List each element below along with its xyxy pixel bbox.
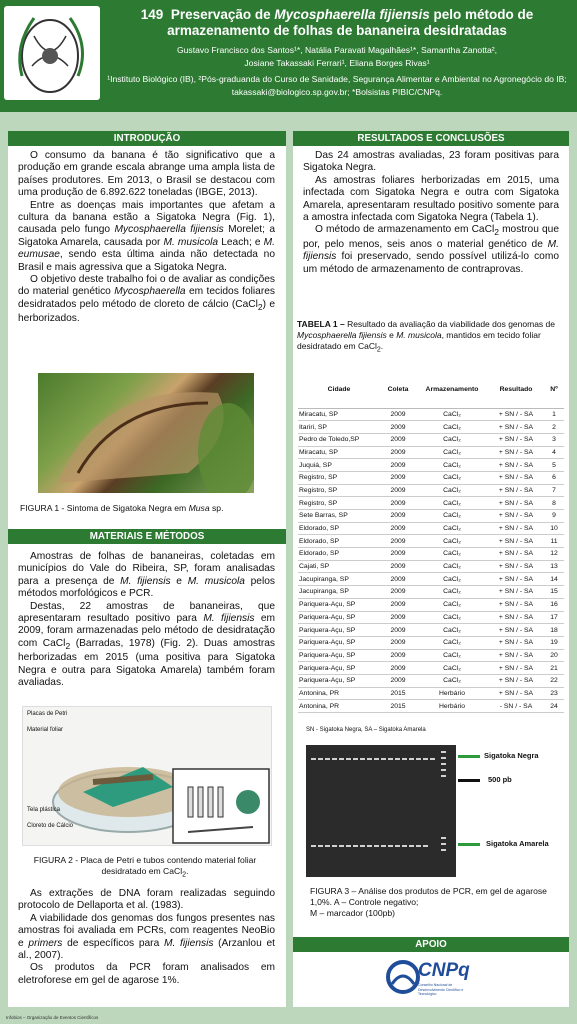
table-cell: CaCl₂ xyxy=(416,446,488,459)
table-cell: 2015 xyxy=(380,700,416,713)
intro-p3: O objetivo deste trabalho foi o de avaliar as condições do material genético Mycosphaerella em tecidos foliares desidratados pelo método de cloreto de cálcio (CaCl$_2$) e herborizados. xyxy=(18,274,276,325)
poster-header xyxy=(0,0,577,112)
table-row xyxy=(298,548,564,561)
table-cell: 13 xyxy=(544,560,564,573)
table-cell: + SN / - SA xyxy=(488,687,544,700)
table-cell: 2009 xyxy=(380,586,416,599)
results-table xyxy=(298,372,564,713)
table-cell: + SN / - SA xyxy=(488,649,544,662)
table-cell: + SN / - SA xyxy=(488,497,544,510)
intro-heading: INTRODUÇÃO xyxy=(8,131,286,146)
table-cell: Herbário xyxy=(416,687,488,700)
table-cell: Jacupiranga, SP xyxy=(298,573,380,586)
table-cell: Pariquera-Açu, SP xyxy=(298,624,380,637)
table-cell: Pariquera-Açu, SP xyxy=(298,674,380,687)
col-numero: Nº xyxy=(544,372,564,408)
col-armazenamento: Armazenamento xyxy=(416,372,488,408)
gel-image xyxy=(306,745,456,877)
results-p2: As amostras foliares herborizadas em 2015, uma infectada com Sigatoka Negra e outra com Sigatoka Amarela, apresentaram resultado positivo somente para a amostra infectada com Sigatoka Negra (Tabela 1). xyxy=(303,174,559,224)
table-cell: CaCl₂ xyxy=(416,408,488,421)
table-note: SN - Sigatoka Negra, SA – Sigatoka Amarela xyxy=(306,727,426,733)
table-row xyxy=(298,662,564,675)
table-cell: + SN / - SA xyxy=(488,636,544,649)
table-cell: + SN / - SA xyxy=(488,560,544,573)
table-cell: 6 xyxy=(544,471,564,484)
table-cell: 24 xyxy=(544,700,564,713)
table-cell: 10 xyxy=(544,522,564,535)
table-cell: 2009 xyxy=(380,471,416,484)
petri-dish-photo xyxy=(22,706,272,846)
table-cell: Herbário xyxy=(416,700,488,713)
table-cell: CaCl₂ xyxy=(416,535,488,548)
footer-credit: Infobios – Organização de Eventos Científicos xyxy=(6,1015,99,1020)
intro-p2: Entre as doenças mais importantes que afetam a cultura da banana estão a Sigatoka Negra (Fig. 1), causada pelo fungo Mycosphaerella fijiensis Morelet; a Sigatoka Amarela, causada por M. musicola Leach; e M. eumusae, sendo esta última ainda não detectada no Brasil e mais agressiva que a Sigatoka Negra. xyxy=(18,199,275,273)
petri-label-2: Material foliar xyxy=(27,727,64,733)
table-cell: Antonina, PR xyxy=(298,700,380,713)
table-cell: Pariquera-Açu, SP xyxy=(298,598,380,611)
table-row xyxy=(298,573,564,586)
arrow-sigatoka-amarela xyxy=(458,843,480,846)
figure2-caption: FIGURA 2 - Placa de Petri e tubos contendo material foliar desidratado em CaCl$_2$. xyxy=(33,855,257,879)
petri-label-1: Placas de Petri xyxy=(27,711,68,717)
table-cell: CaCl₂ xyxy=(416,510,488,523)
methods-text-2 xyxy=(18,888,275,987)
col-cidade: Cidade xyxy=(298,372,380,408)
table-row xyxy=(298,624,564,637)
table-cell: CaCl₂ xyxy=(416,484,488,497)
table-cell: CaCl₂ xyxy=(416,674,488,687)
table-caption: TABELA 1 – Resultado da avaliação da viabilidade dos genomas de Mycosphaerella fijiensis e M. musicola, mantidos em tecido foliar desidratado em CaCl$_2$. xyxy=(297,319,555,354)
table-cell: + SN / - SA xyxy=(488,611,544,624)
table-cell: Pariquera-Açu, SP xyxy=(298,649,380,662)
table-cell: CaCl₂ xyxy=(416,497,488,510)
table-cell: 2009 xyxy=(380,674,416,687)
table-cell: Sete Barras, SP xyxy=(298,510,380,523)
table-cell: Registro, SP xyxy=(298,497,380,510)
table-row xyxy=(298,700,564,713)
author-list: Gustavo Francisco dos Santos¹*, Natália Paravati Magalhães¹*, Samantha Zanotta², Josiane Takassaki Ferrari¹, Eliana Borges Rivas¹ xyxy=(176,45,498,68)
table-cell: 19 xyxy=(544,636,564,649)
col-resultado: Resultado xyxy=(488,372,544,408)
gel-label-500pb: 500 pb xyxy=(488,775,512,784)
table-cell: Cajati, SP xyxy=(298,560,380,573)
table-cell: 17 xyxy=(544,611,564,624)
col-coleta: Coleta xyxy=(380,372,416,408)
table-cell: 2 xyxy=(544,421,564,434)
table-cell: + SN / - SA xyxy=(488,421,544,434)
table-row xyxy=(298,636,564,649)
table-cell: Pariquera-Açu, SP xyxy=(298,662,380,675)
table-cell: CaCl₂ xyxy=(416,662,488,675)
table-cell: 20 xyxy=(544,649,564,662)
table-cell: + SN / - SA xyxy=(488,586,544,599)
table-cell: 2015 xyxy=(380,687,416,700)
methods-p2: Destas, 22 amostras de bananeiras, que apresentaram resultado positivo para M. fijiensis em 2009, foram armazenadas pelo método de desidratação com CaCl$_2$ (Barradas, 1978) (Fig. 2). Duas amostras herborizadas em 2015 (uma positiva para Sigatoka Negra e outra para Sigatoka Amarela) também foram avaliadas. xyxy=(18,600,275,689)
petri-label-4: Cloreto de Cálcio xyxy=(27,823,74,829)
table-cell: 2009 xyxy=(380,408,416,421)
table-cell: 23 xyxy=(544,687,564,700)
table-cell: CaCl₂ xyxy=(416,548,488,561)
table-cell: + SN / - SA xyxy=(488,510,544,523)
methods-p3: As extrações de DNA foram realizadas seguindo protocolo de Dellaporta et al. (1983). xyxy=(18,888,275,912)
gel-label-negra: Sigatoka Negra xyxy=(484,751,539,760)
table-row xyxy=(298,522,564,535)
results-p1: Das 24 amostras avaliadas, 23 foram positivas para Sigatoka Negra. xyxy=(303,150,559,174)
figure3-caption: FIGURA 3 – Análise dos produtos de PCR, em gel de agarose 1,0%. A – Controle negativo; M – marcador (100pb) xyxy=(310,886,547,918)
table-cell: CaCl₂ xyxy=(416,459,488,472)
table-row xyxy=(298,649,564,662)
affiliations: ¹Instituto Biológico (IB), ²Pós-graduanda do Curso de Sanidade, Segurança Alimentar e Ambiental no Agronegócio do IB; takassaki@biologico.sp.gov.br; *Bolsistas PIBIC/CNPq. xyxy=(107,74,567,97)
table-cell: Pariquera-Açu, SP xyxy=(298,611,380,624)
table-cell: + SN / - SA xyxy=(488,573,544,586)
table-cell: - SN / - SA xyxy=(488,700,544,713)
table-cell: + SN / - SA xyxy=(488,433,544,446)
table-row xyxy=(298,446,564,459)
table-row xyxy=(298,433,564,446)
cnpq-logo xyxy=(386,958,476,998)
table-cell: Eldorado, SP xyxy=(298,522,380,535)
table-row xyxy=(298,560,564,573)
table-cell: Registro, SP xyxy=(298,484,380,497)
table-cell: CaCl₂ xyxy=(416,433,488,446)
table-cell: + SN / - SA xyxy=(488,446,544,459)
table-row xyxy=(298,510,564,523)
methods-p5: Os produtos da PCR foram analisados em eletroforese em gel de agarose 1%. xyxy=(18,962,275,986)
table-cell: + SN / - SA xyxy=(488,408,544,421)
methods-heading: MATERIAIS E MÉTODOS xyxy=(8,529,286,544)
table-cell: + SN / - SA xyxy=(488,662,544,675)
table-cell: 2009 xyxy=(380,662,416,675)
intro-text xyxy=(18,150,275,326)
table-cell: 2009 xyxy=(380,510,416,523)
table-cell: 2009 xyxy=(380,497,416,510)
table-cell: 18 xyxy=(544,624,564,637)
table-cell: 2009 xyxy=(380,649,416,662)
cnpq-logo-text: CNPq xyxy=(418,960,470,981)
methods-text xyxy=(18,551,275,690)
table-cell: + SN / - SA xyxy=(488,535,544,548)
table-row xyxy=(298,459,564,472)
table-row xyxy=(298,408,564,421)
methods-p1: Amostras de folhas de bananeiras, coletadas em municípios do Vale do Ribeira, SP, foram analisadas para a presença de M. fijiensis e M. musicola pelos métodos morfológicos e PCR. xyxy=(18,551,275,600)
table-cell: + SN / - SA xyxy=(488,484,544,497)
table-cell: 5 xyxy=(544,459,564,472)
table-row xyxy=(298,687,564,700)
table-cell: Antonina, PR xyxy=(298,687,380,700)
table-row xyxy=(298,497,564,510)
table-cell: CaCl₂ xyxy=(416,560,488,573)
cnpq-logo-sub: Conselho Nacional de Desenvolvimento Científico e Tecnológico xyxy=(418,983,464,996)
table-cell: + SN / - SA xyxy=(488,471,544,484)
table-cell: Juquiá, SP xyxy=(298,459,380,472)
table-row xyxy=(298,674,564,687)
table-cell: + SN / - SA xyxy=(488,598,544,611)
table-cell: 2009 xyxy=(380,573,416,586)
gel-label-amarela: Sigatoka Amarela xyxy=(486,839,549,848)
table-row xyxy=(298,611,564,624)
table-cell: + SN / - SA xyxy=(488,548,544,561)
table-cell: 9 xyxy=(544,510,564,523)
table-row xyxy=(298,471,564,484)
table-row xyxy=(298,586,564,599)
table-header-row xyxy=(298,372,564,408)
table-cell: CaCl₂ xyxy=(416,471,488,484)
table-cell: Jacupiranga, SP xyxy=(298,586,380,599)
table-cell: Itariri, SP xyxy=(298,421,380,434)
table-cell: 2009 xyxy=(380,598,416,611)
table-cell: Miracatu, SP xyxy=(298,446,380,459)
table-cell: 3 xyxy=(544,433,564,446)
table-cell: Miracatu, SP xyxy=(298,408,380,421)
table-cell: + SN / - SA xyxy=(488,674,544,687)
poster-title: 149 Preservação de Mycosphaerella fijiensis pelo método de armazenamento de folhas de bananeira desidratadas xyxy=(140,7,534,38)
table-cell: 21 xyxy=(544,662,564,675)
table-cell: 2009 xyxy=(380,624,416,637)
table-cell: + SN / - SA xyxy=(488,522,544,535)
table-cell: CaCl₂ xyxy=(416,598,488,611)
results-text xyxy=(303,150,559,276)
table-cell: 8 xyxy=(544,497,564,510)
table-row xyxy=(298,421,564,434)
table-cell: 1 xyxy=(544,408,564,421)
table-cell: 2009 xyxy=(380,459,416,472)
table-cell: CaCl₂ xyxy=(416,636,488,649)
table-cell: 15 xyxy=(544,586,564,599)
table-cell: + SN / - SA xyxy=(488,624,544,637)
table-cell: 16 xyxy=(544,598,564,611)
table-cell: 4 xyxy=(544,446,564,459)
table-cell: Pedro de Toledo,SP xyxy=(298,433,380,446)
table-cell: 2009 xyxy=(380,611,416,624)
table-cell: 2009 xyxy=(380,535,416,548)
table-cell: CaCl₂ xyxy=(416,421,488,434)
table-cell: 2009 xyxy=(380,446,416,459)
results-p3: O método de armazenamento em CaCl$_2$ mostrou que por, pelo menos, seis anos o material genético de M. fijiensis foi preservado, sendo possível utilizá-lo como um método de armazenamento de contraprovas. xyxy=(303,224,559,275)
table-cell: CaCl₂ xyxy=(416,611,488,624)
methods-p4: A viabilidade dos genomas dos fungos presentes nas amostras foi avaliada em PCRs, com reagentes NeoBio e primers de específicos para M. fijiensis (Arzanlou et al., 2007). xyxy=(18,912,275,962)
table-cell: CaCl₂ xyxy=(416,586,488,599)
institute-logo xyxy=(4,6,100,100)
table-cell: 2009 xyxy=(380,522,416,535)
table-cell: Registro, SP xyxy=(298,471,380,484)
table-cell: CaCl₂ xyxy=(416,573,488,586)
table-cell: 14 xyxy=(544,573,564,586)
table-cell: CaCl₂ xyxy=(416,649,488,662)
table-cell: 12 xyxy=(544,548,564,561)
table-cell: 2009 xyxy=(380,421,416,434)
banana-leaf-photo xyxy=(38,373,254,493)
table-row xyxy=(298,598,564,611)
table-cell: 2009 xyxy=(380,433,416,446)
table-cell: Eldorado, SP xyxy=(298,548,380,561)
figure1-caption: FIGURA 1 - Sintoma de Sigatoka Negra em Musa sp. xyxy=(20,503,224,513)
table-cell: 11 xyxy=(544,535,564,548)
table-cell: 2009 xyxy=(380,636,416,649)
table-cell: 7 xyxy=(544,484,564,497)
petri-label-3: Tela plástica xyxy=(27,807,61,813)
arrow-500pb xyxy=(458,779,480,782)
table-cell: CaCl₂ xyxy=(416,522,488,535)
table-cell: Pariquera-Açu, SP xyxy=(298,636,380,649)
table-cell: 2009 xyxy=(380,560,416,573)
results-heading: RESULTADOS E CONCLUSÕES xyxy=(293,131,569,146)
table-row xyxy=(298,535,564,548)
intro-p1: O consumo da banana é tão significativo que a produção em grande escala abrange uma ampla lista de países produtores. Em 2013, o Brasil se destacou com uma produção de 6.892.622 toneladas (IBGE, 2013). xyxy=(18,150,275,199)
support-heading: APOIO xyxy=(293,937,569,952)
table-cell: 2009 xyxy=(380,548,416,561)
table-cell: Eldorado, SP xyxy=(298,535,380,548)
table-cell: 22 xyxy=(544,674,564,687)
table-row xyxy=(298,484,564,497)
table-cell: + SN / - SA xyxy=(488,459,544,472)
table-cell: CaCl₂ xyxy=(416,624,488,637)
table-cell: 2009 xyxy=(380,484,416,497)
arrow-sigatoka-negra xyxy=(458,755,480,758)
